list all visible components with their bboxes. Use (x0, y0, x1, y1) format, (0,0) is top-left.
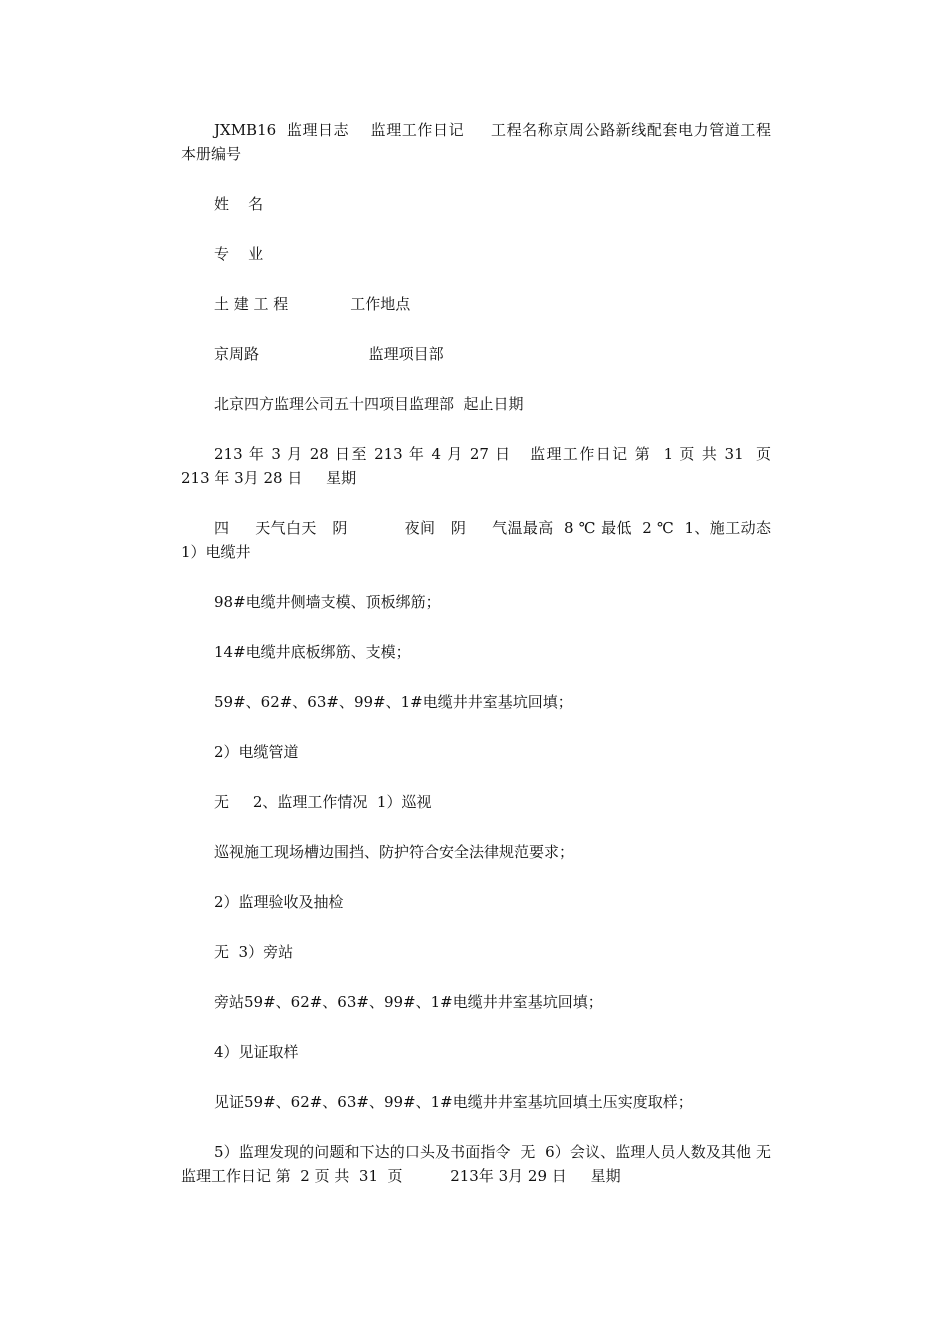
company-date-line: 北京四方监理公司五十四项目监理部 起止日期 (214, 395, 524, 413)
supervision-work-heading: 无 2、监理工作情况 1）巡视 (214, 793, 432, 811)
location-department-line: 京周路 监理项目部 (214, 345, 444, 363)
list-item: 见证59#、62#、63#、99#、1#电缆井井室基坑回填土压实度取样； (214, 1093, 693, 1111)
list-item: 巡视施工现场槽边围挡、防护符合安全法律规范要求； (214, 843, 575, 861)
cable-pipe-heading: 2）电缆管道 (214, 743, 299, 761)
list-item: 14#电缆井底板绑筋、支模； (214, 643, 411, 661)
header-paragraph: JXMB16 监理日志 监理工作日记 工程名称京周公路新线配套电力管道工程 本册编号 (181, 121, 810, 163)
witness-sampling-heading: 4）见证取样 (214, 1043, 299, 1061)
side-station-heading: 无 3）旁站 (214, 943, 294, 961)
issues-page-2-paragraph: 5）监理发现的问题和下达的口头及书面指令 无 6）会议、监理人员人数及其他 无 监理工作日记 第 2 页 共 31 页 213年 3月 29 日 星期 (181, 1143, 781, 1185)
inspection-heading: 2）监理验收及抽检 (214, 893, 344, 911)
specialty-workplace-line: 土 建 工 程 工作地点 (214, 295, 411, 313)
list-item: 旁站59#、62#、63#、99#、1#电缆井井室基坑回填； (214, 993, 603, 1011)
list-item: 59#、62#、63#、99#、1#电缆井井室基坑回填； (214, 693, 573, 711)
list-item: 98#电缆井侧墙支模、顶板绑筋； (214, 593, 441, 611)
weather-construction-paragraph: 四 天气白天 阴 夜间 阴 气温最高 8 ℃ 最低 2 ℃ 1、施工动态 1）电缆井 (181, 519, 781, 561)
document-body (181, 118, 824, 1188)
name-label: 姓 名 (214, 195, 264, 213)
date-range-page-1-paragraph: 213 年 3 月 28 日至 213 年 4 月 27 日 监理工作日记 第 1 页 共 31 页 213 年 3月 28 日 星期 (181, 445, 824, 487)
specialty-label: 专 业 (214, 245, 264, 263)
